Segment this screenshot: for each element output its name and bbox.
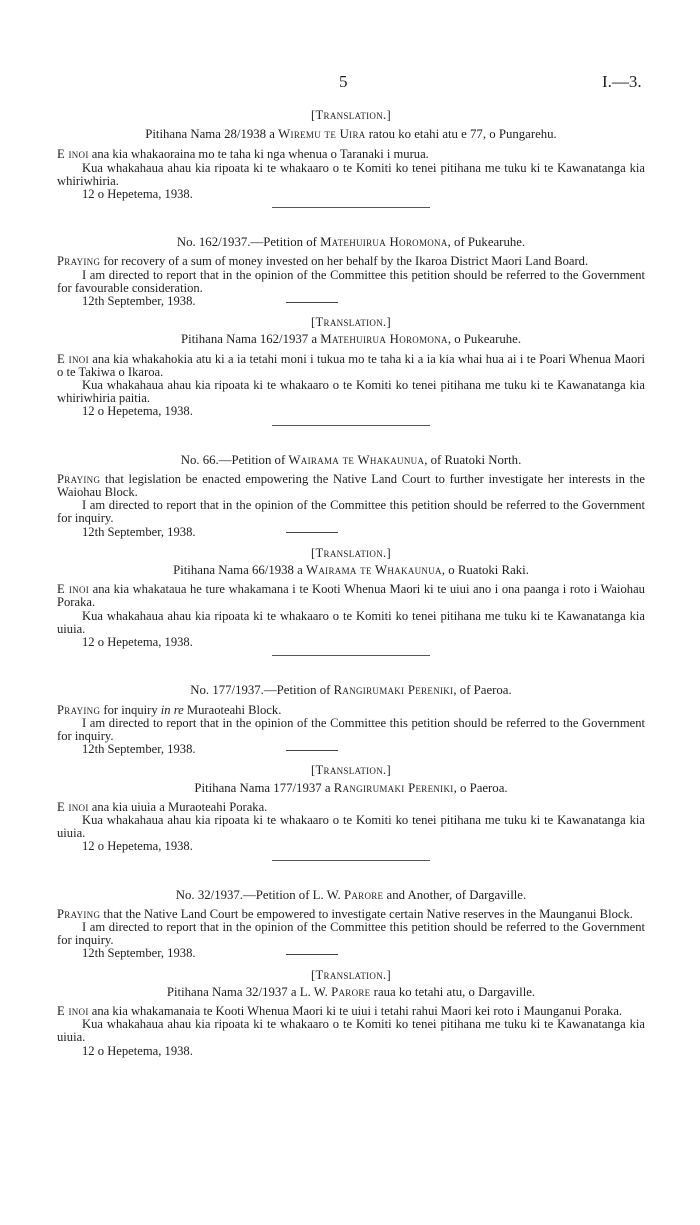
prayer-lead: Praying [57, 702, 101, 717]
title-prefix: No. 32/1937.—Petition of L. W. [175, 887, 344, 902]
petition-177-1937 [57, 684, 645, 853]
title-prefix: Pitihana Nama 177/1937 a [194, 780, 334, 795]
petitioner-name: Matehuirua Horomona [320, 235, 448, 250]
page-number: 5 [339, 72, 348, 91]
short-divider [286, 302, 338, 303]
prayer-text: for inquiry [100, 702, 161, 717]
translation-label: [Translation.] [311, 763, 391, 778]
title-suffix: , of Paeroa. [453, 683, 512, 698]
petition-prayer [57, 704, 645, 717]
petition-prayer-translation [57, 353, 645, 379]
petition-title-translation [57, 986, 645, 999]
petitioner-name: Wiremu te Uira [278, 127, 366, 142]
translation-label: [Translation.] [311, 315, 391, 330]
prayer-lead: E inoi [57, 1003, 89, 1018]
title-prefix: No. 162/1937.—Petition of [176, 235, 321, 250]
prayer-text: ana kia whakamanaia te Kooti Whenua Maori ki te uiui i tetahi rahui Maori kei roto i Maunganui Poraka. [88, 1003, 623, 1018]
petition-66 [57, 454, 645, 650]
report-date: 12th September, 1938. [82, 742, 196, 757]
report-date-line [57, 743, 645, 756]
petition-prayer [57, 148, 645, 161]
committee-report: I am directed to report that in the opinion of the Committee this petition should be referred to the Government for inquiry. [57, 498, 645, 526]
petitioner-name: Rangirumaki Pereniki [333, 780, 454, 795]
translation-label: [Translation.] [311, 545, 391, 560]
report-date: 12 o Hepetema, 1938. [82, 187, 193, 202]
title-suffix: and Another, of Dargaville. [383, 887, 527, 902]
petition-162-1937 [57, 236, 645, 418]
short-divider [286, 954, 338, 955]
section-divider [272, 655, 430, 656]
report-date-translation: 12 o Hepetema, 1938. [82, 404, 193, 419]
report-date: 12th September, 1938. [82, 524, 196, 539]
committee-report-translation: Kua whakahaua ahau kia ripoata ki te whakaaro o te Komiti ko tenei pitihana me tuku ki te Kawanatanga kia whiriwhiria paitia. [57, 378, 645, 406]
prayer-lead: E inoi [57, 799, 89, 814]
title-prefix: No. 177/1937.—Petition of [190, 683, 334, 698]
title-prefix: Pitihana Nama 162/1937 a [180, 332, 321, 347]
title-prefix: Pitihana Nama 66/1938 a [173, 563, 306, 578]
petition-title-translation [57, 333, 645, 346]
petition-28-1938 [57, 109, 645, 201]
report-date-line [57, 947, 645, 960]
petitioner-name: Parore [331, 984, 371, 999]
prayer-lead: Praying [57, 471, 101, 486]
committee-report: Kua whakahaua ahau kia ripoata ki te whakaaro o te Komiti ko tenei pitihana me tuku ki te Kawanatanga kia whiriwhiria. [57, 160, 645, 188]
title-suffix: ratou ko etahi atu e 77, o Pungarehu. [365, 127, 557, 142]
prayer-lead: E inoi [57, 351, 89, 366]
committee-report: I am directed to report that in the opinion of the Committee this petition should be referred to the Government for favourable consideration. [57, 267, 645, 295]
prayer-text: ana kia whakahokia atu ki a ia tetahi moni i tukua mo te taha ki a ia kia whai hua ai i te Poari Whenua Maori o te Takiwa o Ikaroa. [57, 351, 646, 379]
page-body [57, 103, 645, 1058]
report-date-line [57, 526, 645, 539]
report-date-translation: 12 o Hepetema, 1938. [82, 635, 193, 650]
prayer-lead: E inoi [57, 147, 89, 162]
prayer-text: ana kia uiuia a Muraoteahi Poraka. [88, 799, 268, 814]
title-suffix: , o Ruatoki Raki. [441, 563, 529, 578]
report-date-translation: 12 o Hepetema, 1938. [82, 839, 193, 854]
title-prefix: Pitihana Nama 28/1938 a [145, 127, 279, 142]
committee-report: I am directed to report that in the opinion of the Committee this petition should be referred to the Government for inquiry. [57, 919, 645, 948]
committee-report-translation: Kua whakahaua ahau kia ripoata ki te whakaaro o te Komiti ko tenei pitihana me tuku ki te Kawanatanga kia uiuia. [57, 608, 645, 636]
prayer-text: ana kia whakaoraina mo te taha ki nga whenua o Taranaki i murua. [88, 147, 429, 162]
title-suffix: , o Pukearuhe. [447, 332, 522, 347]
report-date: 12th September, 1938. [82, 946, 196, 961]
prayer-text-end: Muraoteahi Block. [183, 702, 282, 717]
prayer-text: that legislation be enacted empowering the Native Land Court to further investigate her interests in the Waiohau Block. [57, 471, 645, 500]
petitioner-name: Wairama te Whakaunua [288, 452, 425, 467]
committee-report: I am directed to report that in the opinion of the Committee this petition should be referred to the Government for inquiry. [57, 715, 645, 743]
document-reference: I.—3. [602, 72, 642, 91]
prayer-text-italic: in re [160, 702, 184, 717]
petitioner-name: Wairama te Whakaunua [306, 563, 442, 578]
section-divider [272, 860, 430, 861]
petitioner-name: Matehuirua Horomona [320, 332, 448, 347]
short-divider [286, 532, 338, 533]
petition-title [57, 236, 645, 249]
section-divider [272, 207, 430, 208]
report-date: 12th September, 1938. [82, 294, 196, 309]
petition-32-1937 [57, 889, 645, 1058]
petition-title [57, 889, 645, 902]
short-divider [286, 750, 338, 751]
petition-prayer [57, 473, 645, 499]
prayer-text: for recovery of a sum of money invested on her behalf by the Ikaroa District Maori Land Board. [100, 254, 589, 269]
report-date-translation: 12 o Hepetema, 1938. [82, 1043, 193, 1058]
title-suffix: , o Paeroa. [453, 780, 508, 795]
petition-title [57, 454, 645, 467]
report-date-line [57, 295, 645, 308]
title-suffix: , of Ruatoki North. [424, 452, 522, 467]
petitioner-name: Parore [343, 887, 384, 902]
petition-title [57, 684, 645, 697]
title-suffix: , of Pukearuhe. [447, 235, 526, 250]
petition-title [57, 128, 645, 141]
prayer-text: that the Native Land Court be empowered to investigate certain Native reserves in the Maunganui Block. [100, 906, 633, 921]
committee-report-translation: Kua whakahaua ahau kia ripoata ki te whakaaro o te Komiti ko tenei pitihana me tuku ki te Kawanatanga kia uiuia. [57, 1017, 645, 1045]
petition-prayer [57, 255, 645, 268]
prayer-text: ana kia whakataua he ture whakamana i te Kooti Whenua Maori ki te uiui ano i ona paanga i roto i Waiohau Poraka. [57, 582, 645, 610]
prayer-lead: Praying [57, 254, 101, 269]
petition-prayer-translation [57, 801, 645, 814]
section-divider [272, 425, 430, 426]
title-prefix: No. 66.—Petition of [180, 452, 289, 467]
translation-label: [Translation.] [311, 108, 391, 122]
petitioner-name: Rangirumaki Pereniki [333, 683, 454, 698]
translation-label: [Translation.] [311, 967, 391, 982]
prayer-lead: Praying [57, 906, 101, 921]
prayer-lead: E inoi [57, 582, 90, 597]
committee-report-translation: Kua whakahaua ahau kia ripoata ki te whakaaro o te Komiti ko tenei pitihana me tuku ki te Kawanatanga kia uiuia. [57, 812, 645, 841]
petition-prayer-translation [57, 583, 645, 609]
title-suffix: raua ko tetahi atu, o Dargaville. [370, 984, 536, 999]
petition-title-translation [57, 782, 645, 795]
title-prefix: Pitihana Nama 32/1937 a L. W. [166, 984, 332, 999]
petition-prayer [57, 908, 645, 921]
petition-title-translation [57, 564, 645, 577]
